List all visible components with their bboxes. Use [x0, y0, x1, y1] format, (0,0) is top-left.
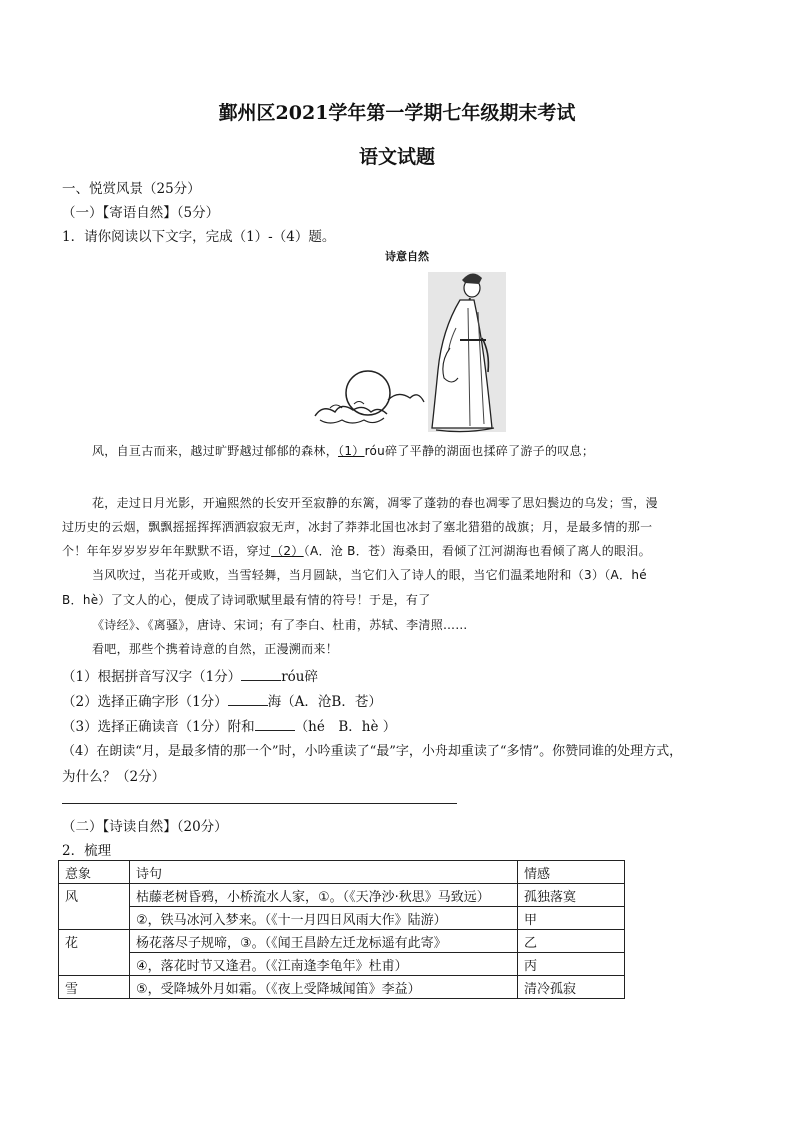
table-row: [59, 884, 625, 907]
question-text: 海（A．沧B．苍）: [267, 694, 382, 710]
table-row: [59, 976, 625, 999]
answer-blank[interactable]: [255, 718, 295, 731]
table-header-row: [59, 861, 625, 884]
passage-paragraph-2-line-2: 过历史的云烟，飘飘摇摇挥挥洒洒寂寂无声，冰封了莽莽北国也冰封了塞北猎猎的战旗；月，是最多情的那一: [62, 520, 653, 534]
passage-paragraph-3-line-1: 当风吹过，当花开或败，当雪轻舞，当月圆缺，当它们入了诗人的眼，当它们温柔地附和（3）（A．hé: [92, 568, 647, 582]
passage-text: 风，自亘古而来，越过旷野越过郁郁的森林，: [92, 444, 339, 458]
question-text: （hé B．hè ）: [294, 719, 397, 735]
question-1-3: [62, 715, 396, 735]
poetry-table: [58, 860, 625, 999]
table-cell-verse: ④，落花时节又逢君。（《江南逢李龟年》杜甫）: [130, 953, 518, 976]
exam-subtitle: 语文试题: [358, 146, 435, 168]
question-1-4-line-1: （4）在朗读“月，是最多情的那一个”时，小吟重读了“最”字，小舟却重读了“多情”。你赞同谁的处理方式，: [62, 744, 683, 759]
table-cell-verse: 枯藤老树昏鸦，小桥流水人家，①。（《天净沙·秋思》马致远）: [130, 884, 518, 907]
table-row: [59, 953, 625, 976]
table-cell-emotion: 清冷孤寂: [518, 976, 625, 999]
blank-2-label: （2）: [271, 544, 304, 558]
illustration-caption: 诗意自然: [385, 250, 429, 263]
question1-intro: 1．请你阅读以下文字，完成（1）-（4）题。: [62, 229, 336, 245]
answer-line[interactable]: [62, 803, 457, 804]
table-header: 情感: [518, 861, 625, 884]
table-cell-emotion: 孤独落寞: [518, 884, 625, 907]
table-cell-imagery: 风: [59, 884, 130, 907]
table-cell-imagery: [59, 953, 130, 976]
table-cell-verse: 杨花落尽子规啼，③。（《闻王昌龄左迁龙标遥有此寄》: [130, 930, 518, 953]
question-1-1: [62, 665, 318, 685]
passage-paragraph-4: 《诗经》、《离骚》，唐诗、宋词；有了李白、杜甫，苏轼、李清照……: [92, 618, 468, 632]
passage-paragraph-2-line-3: [62, 542, 651, 559]
part2-heading: （二）【诗读自然】（20分）: [62, 819, 228, 835]
blank-1-label: （1）: [338, 444, 365, 458]
table-cell-imagery: 雪: [59, 976, 130, 999]
question-text: （2）选择正确字形（1分）: [62, 694, 228, 710]
poet-moon-illustration: [310, 268, 520, 438]
question-text: （3）选择正确读音（1分）附和: [62, 719, 255, 735]
table-row: [59, 930, 625, 953]
table-header: 意象: [59, 861, 130, 884]
table-cell-emotion: 甲: [518, 907, 625, 930]
table-header: 诗句: [130, 861, 518, 884]
answer-blank[interactable]: [228, 693, 268, 706]
passage-paragraph-1: [92, 442, 594, 459]
table-cell-emotion: 乙: [518, 930, 625, 953]
passage-text: （A．沧 B．苍）海桑田，看倾了江河湖海也看倾了离人的眼泪。: [303, 544, 651, 558]
passage-paragraph-3-line-2: B．hè）了文人的心，便成了诗词歌赋里最有情的符号！于是，有了: [62, 593, 431, 607]
passage-text: 个！年年岁岁岁岁年年默默不语，穿过: [62, 544, 272, 558]
question2-heading: 2．梳理: [62, 843, 112, 859]
table-cell-emotion: 丙: [518, 953, 625, 976]
answer-blank[interactable]: [241, 668, 281, 681]
question-1-4-line-2: 为什么？（2分）: [62, 769, 166, 785]
question-text: róu碎: [281, 669, 318, 685]
table-cell-verse: ②，铁马冰河入梦来。（《十一月四日风雨大作》陆游）: [130, 907, 518, 930]
table-cell-imagery: 花: [59, 930, 130, 953]
table-cell-imagery: [59, 907, 130, 930]
question-text: （1）根据拼音写汉字（1分）: [62, 669, 242, 685]
table-cell-verse: ⑤，受降城外月如霜。（《夜上受降城闻笛》李益）: [130, 976, 518, 999]
section1-heading: 一、悦赏风景（25分）: [62, 181, 201, 197]
exam-title: 鄞州区2021学年第一学期七年级期末考试: [218, 102, 576, 124]
part1-heading: （一）【寄语自然】（5分）: [62, 205, 220, 221]
passage-paragraph-2-line-1: 花，走过日月光影，开遍熙然的长安开至寂静的东篱，凋零了蓬勃的春也凋零了思妇鬓边的乌发；雪，漫: [92, 496, 658, 510]
passage-text: róu碎了平静的湖面也揉碎了游子的叹息；: [364, 444, 595, 458]
passage-paragraph-5: 看吧，那些个携着诗意的自然，正漫溯而来！: [92, 642, 339, 656]
question-1-2: [62, 690, 382, 710]
table-row: [59, 907, 625, 930]
